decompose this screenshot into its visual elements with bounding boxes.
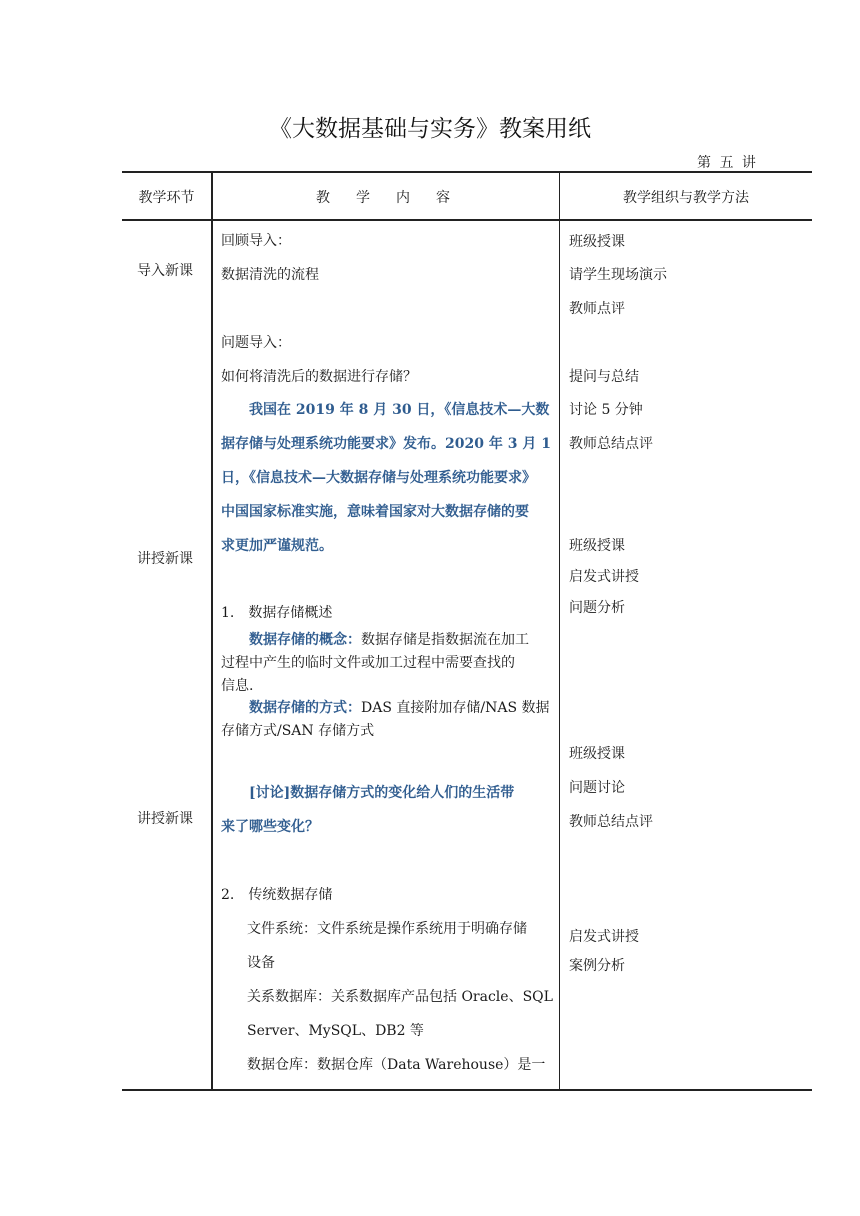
- discussion-line: [讨论]数据存储方式的变化给人们的生活带: [249, 785, 515, 801]
- column-divider-2: [559, 171, 560, 1091]
- filesystem-line: 文件系统：文件系统是操作系统用于明确存储: [247, 921, 527, 937]
- policy-line: 我国在 2019 年 8 月 30 日，《信息技术—大数: [249, 402, 550, 418]
- method-item: 问题分析: [569, 600, 625, 616]
- filesystem-line: 设备: [247, 955, 275, 971]
- header-stage: 教学环节: [138, 190, 195, 206]
- page-title: 《大数据基础与实务》教案用纸: [269, 116, 591, 142]
- column-divider-1: [211, 171, 213, 1091]
- method-item: 班级授课: [569, 538, 625, 554]
- review-label: 回顾导入：: [221, 233, 291, 249]
- method-item: 教师总结点评: [569, 436, 653, 452]
- policy-line: 中国国家标准实施，意味着国家对大数据存储的要: [221, 504, 529, 520]
- header-method: 教学组织与教学方法: [623, 190, 749, 206]
- header-bottom-rule: [122, 219, 812, 221]
- section-heading: 1. 数据存储概述: [221, 605, 333, 621]
- method-item: 启发式讲授: [569, 929, 639, 945]
- mode-text: DAS 直接附加存储/NAS 数据: [361, 700, 550, 716]
- concept-line: 信息.: [221, 678, 254, 694]
- concept-label: 数据存储的概念：: [249, 632, 361, 648]
- policy-line: 求更加严谨规范。: [221, 538, 333, 554]
- header-content: 教 学 内 容: [316, 190, 456, 206]
- rdb-line: Server、MySQL、DB2 等: [247, 1023, 424, 1039]
- stage-teach-2: 讲授新课: [137, 811, 193, 827]
- section-heading: 2. 传统数据存储: [221, 887, 333, 903]
- method-item: 启发式讲授: [569, 569, 639, 585]
- method-item: 案例分析: [569, 958, 625, 974]
- policy-line: 日，《信息技术—大数据存储与处理系统功能要求》: [221, 470, 536, 486]
- stage-teach-1: 讲授新课: [137, 551, 193, 567]
- table-bottom-rule: [122, 1089, 812, 1091]
- policy-line: 据存储与处理系统功能要求》发布。2020 年 3 月 1: [221, 436, 551, 452]
- method-item: 教师总结点评: [569, 814, 653, 830]
- method-item: 提问与总结: [569, 369, 639, 385]
- review-text: 数据清洗的流程: [221, 267, 319, 283]
- mode-line: [249, 697, 550, 717]
- stage-intro: 导入新课: [137, 263, 193, 279]
- concept-text: 数据存储是指数据流在加工: [361, 632, 529, 648]
- concept-line: 过程中产生的临时文件或加工过程中需要查找的: [221, 655, 515, 671]
- discussion-line: 来了哪些变化？: [221, 819, 319, 835]
- lecture-number: 第 五 讲: [697, 155, 758, 171]
- method-item: 教师点评: [569, 301, 625, 317]
- method-item: 讨论 5 分钟: [569, 402, 643, 418]
- mode-line: 存储方式/SAN 存储方式: [221, 723, 375, 739]
- table-top-rule: [122, 171, 812, 173]
- method-item: 请学生现场演示: [569, 267, 667, 283]
- mode-label: 数据存储的方式：: [249, 700, 361, 716]
- method-item: 班级授课: [569, 746, 625, 762]
- method-item: 问题讨论: [569, 780, 625, 796]
- question-text: 如何将清洗后的数据进行存储？: [221, 369, 417, 385]
- datawarehouse-line: 数据仓库：数据仓库（Data Warehouse）是一: [247, 1057, 546, 1073]
- method-item: 班级授课: [569, 234, 625, 250]
- question-label: 问题导入：: [221, 335, 291, 351]
- rdb-line: 关系数据库：关系数据库产品包括 Oracle、SQL: [247, 989, 553, 1005]
- concept-line: [249, 629, 529, 649]
